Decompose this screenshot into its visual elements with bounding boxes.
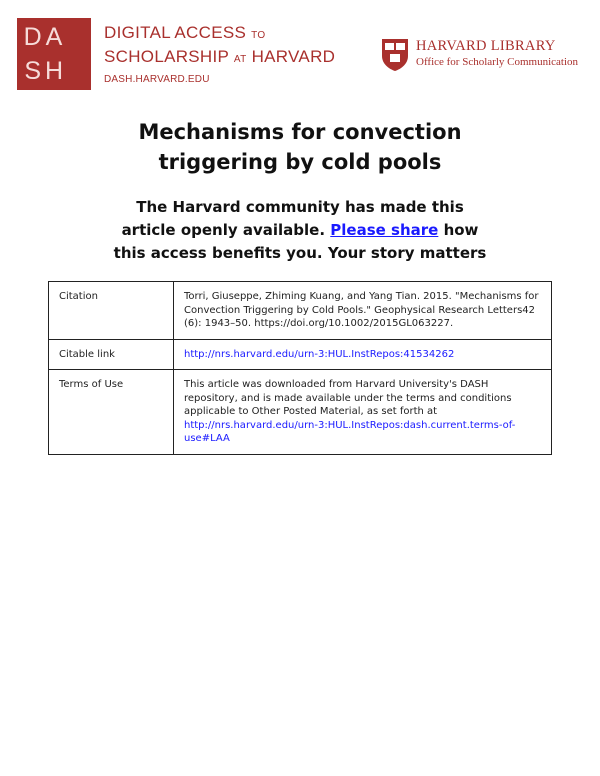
share-line-1: The Harvard community has made this xyxy=(136,198,464,216)
dash-logo-letter-s: S xyxy=(24,56,41,85)
harvard-shield-icon xyxy=(381,38,409,72)
citation-text: Torri, Giuseppe, Zhiming Kuang, and Yang Tian. 2015. "Mechanisms for Convection Triggering by Cold Pools." Geophysical Research Letters42 (6): 1943–50. https://doi.org/10.1002/2015GL063227. xyxy=(174,282,552,340)
dash-logo-letter-a: A xyxy=(45,22,63,51)
harvard-library-wordmark[interactable] xyxy=(416,38,578,69)
terms-text: This article was downloaded from Harvard University's DASH repository, and is made available under the terms and conditions applicable to Other Posted Material, as set forth at xyxy=(184,379,512,417)
dash-line1-main: DIGITAL ACCESS xyxy=(104,23,247,42)
title-line-2: triggering by cold pools xyxy=(158,150,442,174)
dash-line2-end: HARVARD xyxy=(251,47,336,66)
share-message xyxy=(0,196,600,265)
table-row xyxy=(49,282,552,340)
page-title xyxy=(0,117,600,177)
dash-wordmark[interactable] xyxy=(104,22,335,85)
terms-label: Terms of Use xyxy=(49,370,174,455)
share-line-2-pre: article openly available. xyxy=(121,221,326,239)
share-line-2-post: how xyxy=(443,221,479,239)
harvard-library-name: HARVARD LIBRARY xyxy=(416,38,556,54)
table-row xyxy=(49,370,552,455)
dash-line1-small: TO xyxy=(251,30,266,41)
dash-url[interactable]: DASH.HARVARD.EDU xyxy=(104,74,210,85)
metadata-table xyxy=(48,281,552,455)
citable-link-label: Citable link xyxy=(49,339,174,370)
dash-logo-letter-d: D xyxy=(23,22,42,51)
citation-label: Citation xyxy=(49,282,174,340)
share-line-3: this access benefits you. Your story matters xyxy=(113,244,487,262)
title-line-1: Mechanisms for convection xyxy=(138,120,462,144)
terms-link[interactable]: http://nrs.harvard.edu/urn-3:HUL.InstRepos:dash.current.terms-of-use#LAA xyxy=(184,419,516,444)
dash-logo[interactable] xyxy=(17,18,91,90)
table-row xyxy=(49,339,552,370)
please-share-link[interactable]: Please share xyxy=(330,221,439,239)
harvard-library-sub: Office for Scholarly Communication xyxy=(416,56,579,68)
citable-link[interactable]: http://nrs.harvard.edu/urn-3:HUL.InstRepos:41534262 xyxy=(184,348,455,360)
dash-line2-small: AT xyxy=(233,54,247,65)
dash-logo-letter-h: H xyxy=(44,56,64,85)
terms-cell xyxy=(174,370,552,455)
dash-line2-main: SCHOLARSHIP xyxy=(104,47,229,66)
